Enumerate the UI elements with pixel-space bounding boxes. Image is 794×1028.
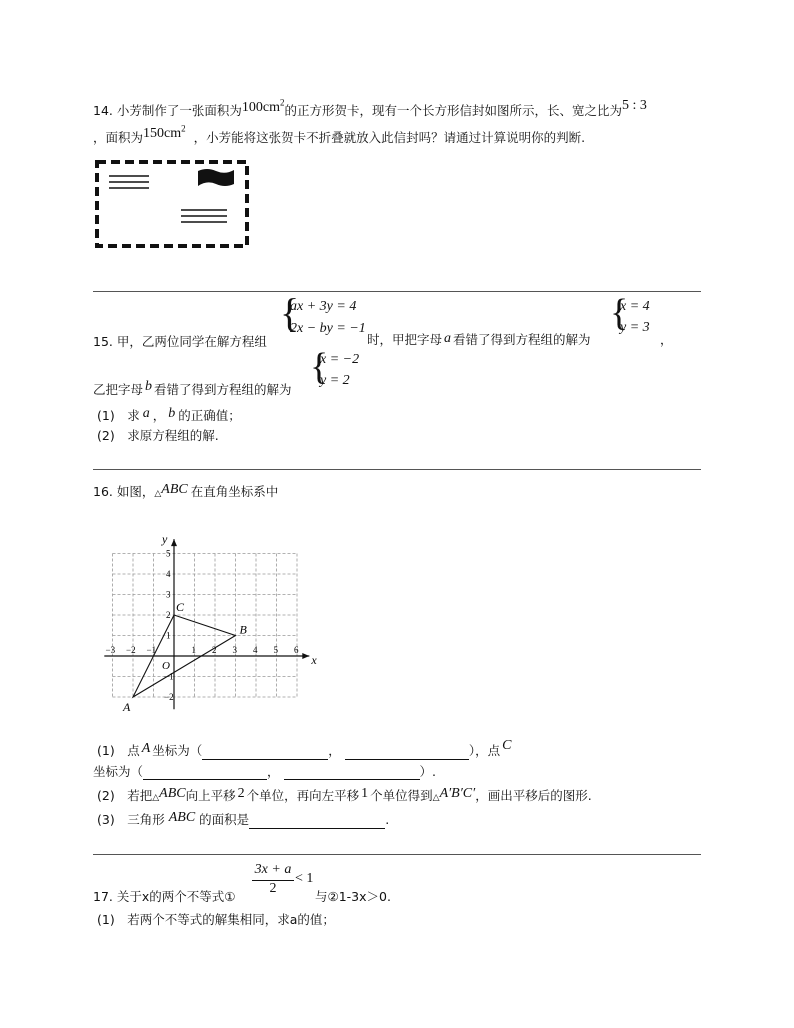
- q17-line1b: 与②1-3x＞0.: [315, 889, 391, 904]
- x-tick-label: 5: [273, 645, 278, 655]
- triangle-abc-label: ABC: [161, 482, 188, 497]
- q14-text-1: 14. 小芳制作了一张面积为: [93, 103, 242, 118]
- q14-line1: [93, 97, 647, 120]
- q14-area2: $150cm^2$: [143, 123, 186, 141]
- stamp-icon: [198, 169, 234, 186]
- x-tick-label: 3: [232, 645, 237, 655]
- q15-line2: 乙把字母 b 看错了得到方程组的解为: [93, 379, 292, 397]
- x-tick-label: −1: [146, 645, 157, 655]
- x-tick-label: 6: [294, 645, 299, 655]
- q15-sub1: (1) 求 a ， b 的正确值；: [97, 406, 241, 423]
- q16-sub1: (1) 点 A 坐标为（ ， ），点 C: [97, 738, 512, 758]
- envelope-recipient-lines: [181, 210, 227, 222]
- y-tick-label: 3: [166, 589, 171, 600]
- var-b: b: [145, 379, 153, 394]
- x-tick-label: −2: [126, 645, 136, 655]
- x-tick-label: 4: [253, 645, 258, 655]
- q14-text-2: 的正方形贺卡，现有一个长方形信封如图所示，长、宽之比为: [284, 103, 622, 118]
- solution1-brace: {: [610, 292, 629, 334]
- y-axis-label: y: [162, 532, 168, 547]
- fraction-numerator: 3x + a: [254, 862, 292, 877]
- vertex-label-b: B: [239, 622, 247, 637]
- blank-c-y[interactable]: [284, 767, 420, 780]
- origin-label: O: [162, 660, 170, 672]
- y-tick-label: 2: [166, 610, 171, 620]
- q15-line1: 15. 甲，乙两位同学在解方程组: [93, 334, 267, 349]
- q16-sub2: (2) 若把△ABC向上平移 2 个单位，再向左平移 1 个单位得到△A′B′C′，画出平移后的图形.: [97, 786, 592, 803]
- solution2-x: x = −2: [320, 352, 360, 367]
- y-tick-label: −1: [164, 671, 174, 682]
- divider-2: [93, 469, 701, 470]
- y-axis-arrow: [171, 539, 177, 546]
- q15-line1b: 时，甲把字母 a 看错了得到方程组的解为: [367, 331, 591, 347]
- blank-area[interactable]: [249, 816, 385, 829]
- q14-text-3: ，面积为: [93, 130, 144, 145]
- q16-sub1b: 坐标为（ ， ）.: [93, 764, 437, 779]
- q14-line2: [93, 123, 586, 147]
- y-tick-label: 4: [166, 569, 171, 579]
- solution1-y: y = 3: [620, 320, 650, 335]
- q15-comma: ，: [660, 332, 673, 347]
- solution2-y: y = 2: [320, 373, 350, 388]
- solution2-brace: {: [310, 346, 329, 388]
- q17-line1: 17. 关于x的两个不等式①: [93, 889, 236, 904]
- y-tick-label: 5: [166, 548, 171, 559]
- system-brace: {: [280, 290, 300, 335]
- x-axis-arrow: [302, 653, 309, 659]
- q16-line1: 16. 如图，△ABC 在直角坐标系中: [93, 482, 279, 499]
- q16-sub3: (3) 三角形 ABC 的面积是 .: [97, 810, 390, 827]
- x-tick-label: 2: [212, 645, 217, 655]
- blank-a-y[interactable]: [345, 747, 469, 760]
- y-tick-label: −2: [164, 692, 174, 702]
- q14-area1: $100cm^2$: [241, 97, 285, 115]
- x-tick-label: 1: [191, 645, 196, 655]
- envelope-address-lines: [109, 176, 149, 188]
- coordinate-graph: [100, 524, 325, 714]
- fraction-denominator: 2: [269, 881, 277, 896]
- q14-text-4: ，小芳能将这张贺卡不折叠就放入此信封吗？请通过计算说明你的判断.: [193, 130, 586, 145]
- vertex-label-a: A: [123, 700, 131, 714]
- var-a: a: [444, 331, 452, 346]
- blank-a-x[interactable]: [202, 747, 328, 760]
- divider-3: [93, 854, 701, 855]
- envelope-figure: [93, 158, 253, 250]
- blank-c-x[interactable]: [143, 767, 267, 780]
- equation-2: 2x − by = −1: [290, 321, 366, 336]
- x-axis-label: x: [311, 653, 317, 667]
- q17-sub1: (1) 若两个不等式的解集相同，求a的值；: [97, 912, 335, 927]
- solution1-x: x = 4: [620, 299, 650, 314]
- less-than-one: < 1: [295, 871, 314, 886]
- vertex-label-c: C: [176, 600, 185, 614]
- y-tick-label: 1: [166, 630, 171, 641]
- q15-sub2: (2) 求原方程组的解.: [97, 428, 219, 443]
- x-tick-label: −3: [105, 645, 116, 655]
- q14-ratio: 5 : 3: [621, 98, 647, 113]
- equation-1: ax + 3y = 4: [290, 299, 357, 314]
